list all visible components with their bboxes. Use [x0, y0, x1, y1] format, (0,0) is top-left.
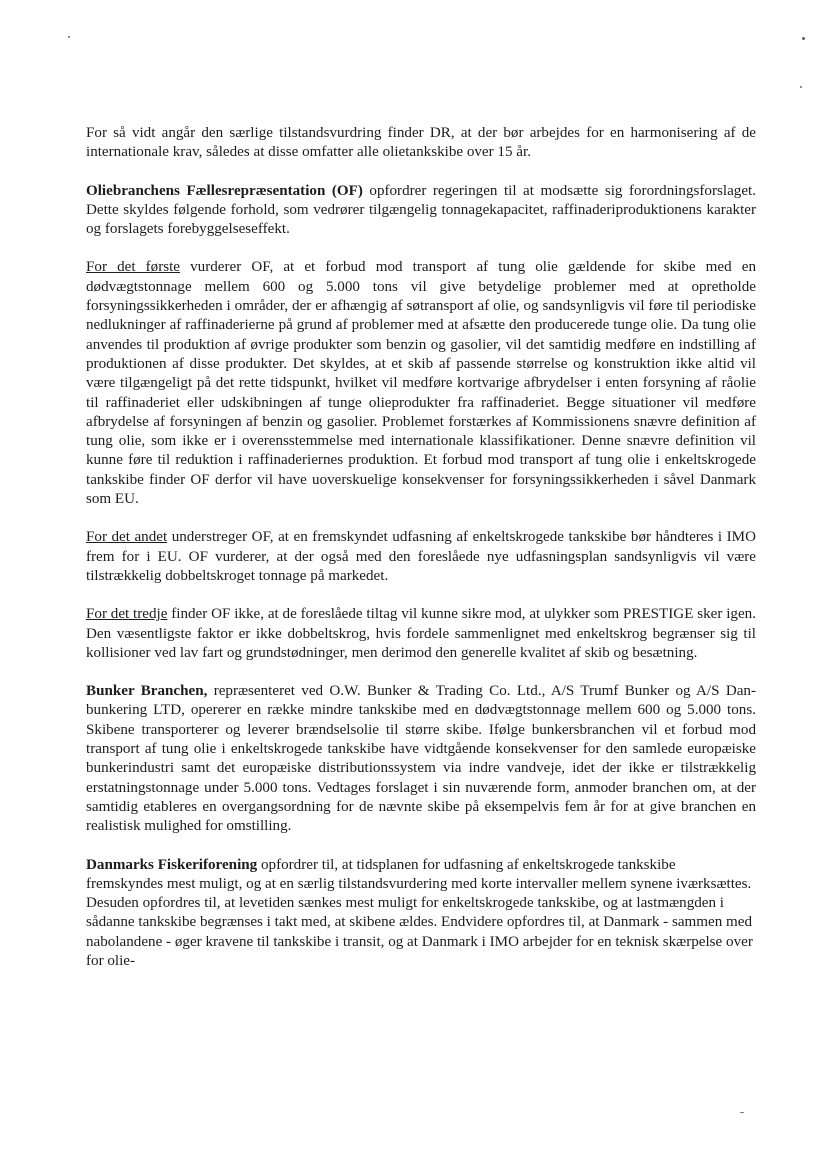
scan-speck: [740, 1112, 744, 1113]
paragraph-lead-underlined: For det tredje: [86, 606, 168, 623]
paragraph-bunker-branchen: [86, 682, 756, 836]
paragraph-text: opfordrer til, at tidsplanen for udfasning af enkeltskrogede tankskibe fremskyndes mest muligt, og at en særlig tilstandsvurdering med korte intervaller mellem synene iværksættes. Desuden opfordres til, at levetiden sænkes mest muligt for enkeltskrogede tankskibe, og at lastmængden i sådanne tankskibe begrænses i takt med, at skibene ældes. Endvidere opfordres til, at Danmark - sammen med nabolandene - øger kravene til tankskibe i transit, og at Danmark i IMO arbejder for en teknisk skærpelse over for olie-: [86, 856, 753, 969]
paragraph-lead-underlined: For det andet: [86, 529, 168, 546]
paragraph-lead-bold: Bunker Branchen,: [86, 683, 208, 700]
paragraph-lead-bold: Danmarks Fiskeriforening: [86, 856, 258, 873]
paragraph-third-point: [86, 605, 756, 663]
paragraph-text: opfordrer regeringen til at modsætte sig forordningsforslaget. Dette skyldes følgende forhold, som vedrører tilgængelig tonnagekapacitet, raffinaderiproduktionens karakter og forslagets forebyggelseseffekt.: [86, 182, 756, 238]
scan-speck: [800, 86, 802, 88]
paragraph-text: For så vidt angår den særlige tilstandsvurdring finder DR, at der bør arbejdes for en harmonisering af de internationale krav, således at disse omfatter alle olietankskibe over 15 år.: [86, 125, 756, 161]
paragraph-text: repræsenteret ved O.W. Bunker & Trading Co. Ltd., A/S Trumf Bunker og A/S Dan-bunkering LTD, opererer en række mindre tankskibe med en dødvægtstonnage mellem 600 og 5.000 tons. Skibene transporterer og leverer brændselsolie til større skibe. Ifølge bunkersbranchen vil et forbud mod transport af tung olie i enkeltskrogede tankskibe have vidtgående konsekvenser for den samlede europæiske bunkerindustri samt det europæiske distributionssystem via indre vandveje, idet der ikke er tilstrækkelig erstatningstonnage under 5.000 tons. Vedtages forslaget i sin nuværende form, anmoder branchen om, at der samtidig etableres en overgangsordning for de nævnte skibe på eksempelvis fem år for at give branchen en realistisk mulighed for omstilling.: [86, 683, 756, 835]
paragraph-fiskeriforening: [86, 856, 756, 972]
paragraph-text: finder OF ikke, at de foreslåede tiltag vil kunne sikre mod, at ulykker som PRESTIGE sker igen. Den væsentligste faktor er ikke dobbeltskrog, hvis fordele sammenlignet med enkeltskrog begrænser sig til kollisioner ved lav fart og grundstødninger, men derimod den generelle kvalitet af skib og besætning.: [86, 606, 756, 661]
scan-speck: [68, 36, 70, 38]
paragraph-lead-underlined: For det første: [86, 259, 181, 276]
scan-speck: [802, 37, 805, 40]
paragraph-oliebranchen: [86, 182, 756, 240]
paragraph-lead-bold: Oliebranchens Fællesrepræsentation (OF): [86, 182, 363, 199]
paragraph-dr-harmonisation: [86, 124, 756, 163]
paragraph-text: vurderer OF, at et forbud mod transport af tung olie gældende for skibe med en dødvægtstonnage mellem 600 og 5.000 tons vil give betydelige problemer med at opretholde forsyningssikkerheden i områder, der er afhængig af søtransport af olie, og sandsynligvis vil føre til periodiske nedlukninger af raffinaderierne på grund af problemer med at afsætte den producerede tunge olie. Da tung olie anvendes til produktion af øvrige produkter som benzin og gasolier, vil det samtidig medføre en indstilling af produktionen af disse produkter. Det skyldes, at et skib af passende størrelse og konstruktion ikke altid vil være tilgængeligt på det rette tidspunkt, hvilket vil medføre kortvarige afbrydelser i enten forsyning af råolie til raffinaderiet eller udskibningen af tunge olieprodukter fra raffinaderiet. Begge situationer vil medføre afbrydelse af forsyningen af benzin og gasolier. Problemet forstærkes af Kommissionens snævre definition af tung olie, som ikke er i overensstemmelse med internationale klassifikationer. Denne snævre definition vil kunne føre til reduktion i raffinaderiernes produktion. Et forbud mod transport af tung olie i enkeltskrogede tankskibe finder OF derfor vil have uoverskuelige konsekvenser for forsyningssikkerheden i såvel Danmark som EU.: [86, 259, 756, 508]
paragraph-second-point: [86, 528, 756, 586]
paragraph-text: understreger OF, at en fremskyndet udfasning af enkeltskrogede tankskibe bør håndteres i IMO frem for i EU. OF vurderer, at der også med den foreslåede nye udfasningsplan sandsynligvis vil være tilstrækkelig dobbeltskroget tonnage på markedet.: [86, 529, 757, 584]
paragraph-first-point: [86, 258, 756, 509]
